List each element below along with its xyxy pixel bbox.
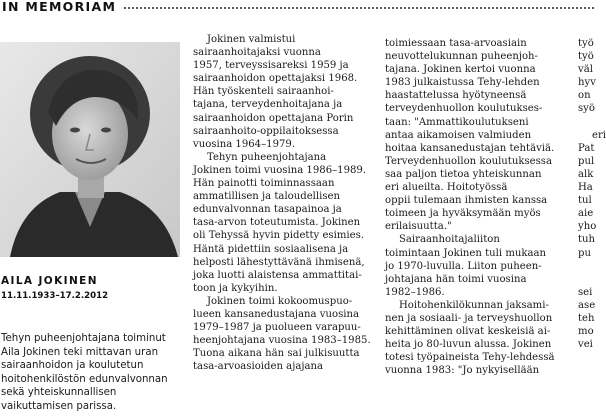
text-line: 1957, terveyssisareksi 1959 ja [193, 60, 349, 72]
text-line: työ [578, 38, 594, 49]
article-column-3-partial [578, 37, 606, 351]
text-line: Sairaanhoitajaliiton [399, 234, 500, 246]
text-line: aie [578, 208, 594, 220]
text-line: neuvottelukunnan puheenjoh- [385, 51, 538, 63]
text-line: 1979–1987 ja puolueen varapuu- [193, 322, 361, 334]
section-header [0, 0, 594, 14]
text-line: työ [578, 51, 594, 63]
text-line: Pat [578, 142, 595, 154]
lead-line: sekä yhteiskunnallisen [1, 387, 117, 398]
text-line: sei [578, 286, 593, 298]
person-name: AILA JOKINEN [1, 275, 98, 287]
text-line: mo [578, 326, 594, 338]
section-title: IN MEMORIAM [2, 0, 122, 14]
text-line: tajana, terveydenhoitajana ja [193, 99, 343, 111]
life-dates: 11.11.1933–17.2.2012 [1, 291, 109, 301]
text-line: taan: "Ammattikoulutukseni [385, 116, 529, 128]
text-line: lueen kansanedustajana vuosina [193, 308, 359, 320]
text-line: ammatillisen ja taloudellisen [193, 191, 341, 203]
text-line: toon ja kykyihin. [193, 282, 278, 294]
text-line: toimintaan Jokinen tuli mukaan [385, 247, 547, 259]
text-line: tul [578, 195, 592, 207]
text-line: eri alueilta. Hoitotyössä [385, 182, 508, 194]
text-line: edunvalvonnan tasapainoa ja [193, 204, 342, 216]
text-line: totesi työpaineista Tehy-lehdessä [385, 352, 555, 364]
text-line: Terveydenhuollon koulutuksessa [385, 155, 553, 167]
text-line: sairaanhoidon opettajana Porin [193, 112, 354, 124]
text-line: Jokinen toimi kokoomuspuo- [207, 295, 353, 307]
text-line: vuosina 1964–1979. [193, 138, 296, 150]
text-line: 1982–1986. [385, 286, 445, 298]
text-line [578, 116, 594, 129]
text-line: vuonna 1983: "Jo nykyisellään [385, 365, 540, 377]
text-line: heita jo 80-luvun alussa. Jokinen [385, 339, 552, 351]
text-line: toimeen ja hyväksymään myös [385, 208, 541, 220]
text-line: Ha [578, 182, 593, 194]
article-column-1 [193, 33, 373, 373]
text-line: oli Tehyssä hyvin pidetty esimies. [193, 230, 364, 242]
text-line: alk [578, 168, 594, 180]
text-line: jo 1970-luvulla. Liiton puheen- [385, 260, 542, 272]
text-line: Hän painotti toiminnassaan [193, 178, 335, 190]
text-line: sairaanhoitajaksi vuonna [193, 47, 321, 59]
text-line: hoitaa kansanedustajan tehtäviä. [385, 142, 555, 154]
text-line: joka luotti alaistensa ammattitai- [193, 269, 362, 281]
text-line [578, 260, 594, 273]
text-line: Hän työskenteli sairaanhoi- [193, 86, 334, 98]
text-line: pu [578, 247, 591, 259]
text-line: toimiessaan tasa-arvoasiain [385, 38, 527, 49]
lead-line: Aila Jokinen teki mittavan uran [1, 346, 159, 358]
lead-paragraph [1, 332, 183, 413]
text-line: yho [578, 221, 597, 233]
text-line: Jokinen valmistui [207, 34, 296, 45]
text-line: Häntä pidettiin sosiaalisena ja [193, 243, 349, 255]
text-line: vei [578, 339, 593, 351]
text-line: nen ja sosiaali- ja terveyshuollon [385, 312, 553, 324]
text-line: johtajana hän toimi vuosina [385, 273, 527, 285]
text-line: sairaanhoito-oppilaitoksessa [193, 125, 339, 137]
text-line: Jokinen toimi vuosina 1986–1989. [193, 164, 367, 176]
dotted-rule [100, 7, 594, 9]
text-line: oppii tulemaan ihmisten kanssa [385, 195, 548, 207]
text-line: erilaisuutta." [385, 221, 452, 233]
lead-line: Tehyn puheenjohtajana toiminut [1, 333, 166, 344]
text-line: eri [592, 129, 606, 141]
lead-line: sairaanhoidon ja koulutetun [1, 360, 144, 371]
text-line: antaa aikamoisen valmiuden [385, 129, 532, 141]
text-line: helposti lähestyttävänä ihmisenä, [193, 256, 365, 268]
text-line: kehittäminen olivat keskeisiä ai- [385, 326, 551, 338]
text-line: sairaanhoidon opettajaksi 1968. [193, 73, 358, 85]
text-line: terveydenhuollon koulutukses- [385, 103, 543, 115]
text-line: teh [578, 312, 595, 324]
lead-line: hoitohenkilöstön edunvalvonnan [1, 373, 168, 385]
text-line: hyv [578, 77, 596, 89]
text-line: tuh [578, 234, 596, 246]
text-line: tajana. Jokinen kertoi vuonna [385, 64, 536, 76]
text-line: heenjohtajana vuosina 1983–1985. [193, 335, 371, 347]
text-line: pul [578, 155, 595, 167]
text-line: tasa-arvoasioiden ajajana [193, 361, 324, 373]
text-line: tasa-arvon toteutumista. Jokinen [193, 217, 361, 229]
text-line: haastattelussa hyötyneensä [385, 90, 527, 102]
text-line: on [578, 90, 591, 102]
portrait-photo [0, 42, 180, 257]
text-line: väl [578, 64, 593, 76]
text-line: 1983 julkaistussa Tehy-lehden [385, 77, 540, 89]
text-line: syö [578, 103, 595, 115]
article-column-2 [385, 37, 565, 377]
text-line: Tuona aikana hän sai julkisuutta [193, 348, 360, 360]
lead-line: vaikuttamisen parissa. [1, 400, 117, 412]
text-line: Tehyn puheenjohtajana [207, 151, 327, 163]
text-line: Hoitohenkilökunnan jaksami- [399, 299, 549, 311]
text-line [578, 273, 594, 286]
text-line: ase [578, 299, 596, 311]
text-line: saa paljon tietoa yhteiskunnan [385, 168, 542, 180]
